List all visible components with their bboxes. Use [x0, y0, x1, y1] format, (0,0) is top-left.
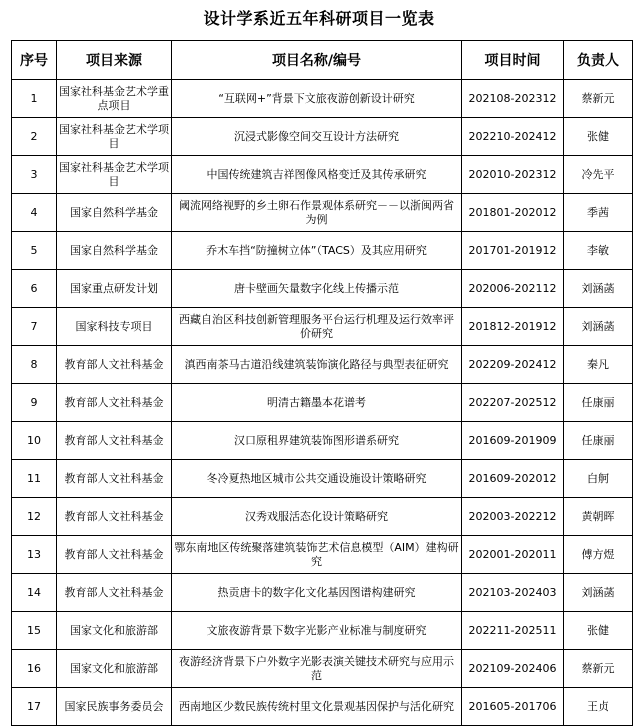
table-row — [12, 232, 633, 270]
cell-person: 黄朝晖 — [564, 498, 633, 536]
table-row — [12, 156, 633, 194]
cell-person: 蔡新元 — [564, 80, 633, 118]
cell-no: 8 — [12, 346, 57, 384]
cell-time: 202210-202412 — [462, 118, 564, 156]
cell-source: 国家科技专项目 — [57, 308, 172, 346]
table-row — [12, 346, 633, 384]
table-row — [12, 574, 633, 612]
cell-person: 刘涵菡 — [564, 270, 633, 308]
table-row — [12, 650, 633, 688]
cell-time: 201609-201909 — [462, 422, 564, 460]
cell-person: 秦凡 — [564, 346, 633, 384]
cell-name: 鄂东南地区传统聚落建筑装饰艺术信息模型（AIM）建构研究 — [172, 536, 462, 574]
cell-no: 14 — [12, 574, 57, 612]
cell-name: 汉秀戏服活态化设计策略研究 — [172, 498, 462, 536]
cell-name: 沉浸式影像空间交互设计方法研究 — [172, 118, 462, 156]
cell-person: 白舸 — [564, 460, 633, 498]
table-row — [12, 422, 633, 460]
cell-source: 教育部人文社科基金 — [57, 346, 172, 384]
cell-time: 202109-202406 — [462, 650, 564, 688]
cell-no: 10 — [12, 422, 57, 460]
cell-name: 西藏自治区科技创新管理服务平台运行机理及运行效率评价研究 — [172, 308, 462, 346]
cell-person: 任康丽 — [564, 384, 633, 422]
cell-name: 冬冷夏热地区城市公共交通设施设计策略研究 — [172, 460, 462, 498]
cell-person: 季茜 — [564, 194, 633, 232]
cell-source: 教育部人文社科基金 — [57, 574, 172, 612]
cell-no: 15 — [12, 612, 57, 650]
header-source: 项目来源 — [57, 41, 172, 80]
table-row — [12, 688, 633, 726]
cell-source: 国家民族事务委员会 — [57, 688, 172, 726]
cell-time: 201701-201912 — [462, 232, 564, 270]
cell-source: 教育部人文社科基金 — [57, 498, 172, 536]
page-title: 设计学系近五年科研项目一览表 — [203, 9, 435, 28]
cell-person: 李敏 — [564, 232, 633, 270]
cell-no: 5 — [12, 232, 57, 270]
cell-no: 13 — [12, 536, 57, 574]
header-person: 负责人 — [564, 41, 633, 80]
cell-name: 热贡唐卡的数字化文化基因图谱构建研究 — [172, 574, 462, 612]
table-row — [12, 308, 633, 346]
table-header-row — [12, 41, 633, 80]
table-row — [12, 536, 633, 574]
cell-person: 张健 — [564, 118, 633, 156]
cell-no: 3 — [12, 156, 57, 194]
cell-source: 国家社科基金艺术学项目 — [57, 156, 172, 194]
cell-name: 中国传统建筑吉祥图像风格变迁及其传承研究 — [172, 156, 462, 194]
cell-time: 202211-202511 — [462, 612, 564, 650]
cell-source: 国家文化和旅游部 — [57, 612, 172, 650]
cell-source: 国家社科基金艺术学项目 — [57, 118, 172, 156]
cell-source: 教育部人文社科基金 — [57, 422, 172, 460]
cell-name: 文旅夜游背景下数字光影产业标准与制度研究 — [172, 612, 462, 650]
cell-name: 唐卡壁画矢量数字化线上传播示范 — [172, 270, 462, 308]
cell-no: 11 — [12, 460, 57, 498]
cell-no: 17 — [12, 688, 57, 726]
cell-time: 202207-202512 — [462, 384, 564, 422]
header-no: 序号 — [12, 41, 57, 80]
cell-time: 201812-201912 — [462, 308, 564, 346]
cell-source: 国家文化和旅游部 — [57, 650, 172, 688]
cell-source: 国家社科基金艺术学重点项目 — [57, 80, 172, 118]
cell-no: 6 — [12, 270, 57, 308]
cell-time: 202001-202011 — [462, 536, 564, 574]
cell-person: 任康丽 — [564, 422, 633, 460]
cell-time: 201605-201706 — [462, 688, 564, 726]
cell-person: 蔡新元 — [564, 650, 633, 688]
cell-name: 明清古籍墨本花谱考 — [172, 384, 462, 422]
cell-time: 202103-202403 — [462, 574, 564, 612]
cell-person: 刘涵菡 — [564, 574, 633, 612]
cell-source: 教育部人文社科基金 — [57, 384, 172, 422]
table-row — [12, 270, 633, 308]
cell-time: 202003-202212 — [462, 498, 564, 536]
cell-time: 202108-202312 — [462, 80, 564, 118]
cell-name: 西南地区少数民族传统村里文化景观基因保护与活化研究 — [172, 688, 462, 726]
cell-person: 刘涵菡 — [564, 308, 633, 346]
table-row — [12, 118, 633, 156]
cell-name: “互联网+”背景下文旅夜游创新设计研究 — [172, 80, 462, 118]
cell-time: 202010-202312 — [462, 156, 564, 194]
table-row — [12, 194, 633, 232]
table-row — [12, 384, 633, 422]
table-row — [12, 612, 633, 650]
cell-person: 冷先平 — [564, 156, 633, 194]
cell-name: 乔木车挡“防撞树立体”（TACS）及其应用研究 — [172, 232, 462, 270]
header-time: 项目时间 — [462, 41, 564, 80]
table-row — [12, 498, 633, 536]
cell-no: 16 — [12, 650, 57, 688]
cell-time: 202006-202112 — [462, 270, 564, 308]
cell-time: 201801-202012 — [462, 194, 564, 232]
project-table — [11, 40, 633, 726]
cell-person: 王贞 — [564, 688, 633, 726]
header-name: 项目名称/编号 — [172, 41, 462, 80]
cell-source: 国家自然科学基金 — [57, 194, 172, 232]
cell-no: 1 — [12, 80, 57, 118]
cell-name: 滇西南茶马古道沿线建筑装饰演化路径与典型表征研究 — [172, 346, 462, 384]
cell-no: 9 — [12, 384, 57, 422]
table-row — [12, 80, 633, 118]
cell-no: 7 — [12, 308, 57, 346]
cell-person: 傅方煜 — [564, 536, 633, 574]
cell-no: 2 — [12, 118, 57, 156]
cell-no: 4 — [12, 194, 57, 232]
cell-name: 阈流网络视野的乡土卵石作景观体系研究－－以浙闽两省为例 — [172, 194, 462, 232]
cell-source: 教育部人文社科基金 — [57, 536, 172, 574]
cell-name: 夜游经济背景下户外数字光影表演关键技术研究与应用示范 — [172, 650, 462, 688]
cell-no: 12 — [12, 498, 57, 536]
cell-time: 202209-202412 — [462, 346, 564, 384]
cell-source: 国家自然科学基金 — [57, 232, 172, 270]
cell-source: 教育部人文社科基金 — [57, 460, 172, 498]
cell-person: 张健 — [564, 612, 633, 650]
cell-time: 201609-202012 — [462, 460, 564, 498]
cell-source: 国家重点研发计划 — [57, 270, 172, 308]
table-row — [12, 460, 633, 498]
cell-name: 汉口原租界建筑装饰图形谱系研究 — [172, 422, 462, 460]
